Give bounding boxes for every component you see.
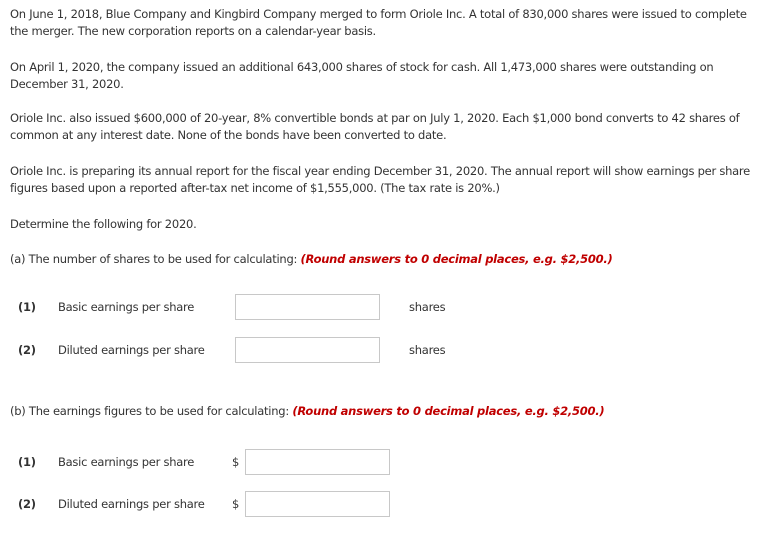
basic-eps-shares-input[interactable] [235, 294, 380, 320]
part-b-heading [10, 403, 752, 420]
row-number: (1) [18, 300, 36, 314]
basic-eps-earnings-input[interactable] [245, 449, 390, 475]
part-b-row-diluted [0, 491, 759, 517]
row-label: Basic earnings per share [58, 455, 195, 469]
part-a-row-diluted [0, 337, 759, 363]
row-number: (1) [18, 455, 36, 469]
row-number: (2) [18, 343, 36, 357]
part-b-row-basic [0, 449, 759, 475]
row-label: Diluted earnings per share [58, 343, 205, 357]
row-number: (2) [18, 497, 36, 511]
row-unit: shares [409, 300, 446, 314]
row-unit: shares [409, 343, 446, 357]
currency-symbol: $ [232, 497, 240, 511]
currency-symbol: $ [232, 455, 240, 469]
part-a-heading [10, 251, 752, 268]
row-label: Diluted earnings per share [58, 497, 205, 511]
paragraph-share-issuance: On April 1, 2020, the company issued an additional 643,000 shares of stock for cash. All 1,473,000 shares were outstanding on December 31, 2020. [10, 60, 714, 91]
part-b-instruction: (Round answers to 0 decimal places, e.g. $2,500.) [292, 404, 605, 418]
row-label: Basic earnings per share [58, 300, 195, 314]
diluted-eps-earnings-input[interactable] [245, 491, 390, 517]
part-a-row-basic [0, 294, 759, 320]
diluted-eps-shares-input[interactable] [235, 337, 380, 363]
paragraph-determine: Determine the following for 2020. [10, 217, 197, 231]
paragraph-merger: On June 1, 2018, Blue Company and Kingbird Company merged to form Oriole Inc. A total of 830,000 shares were issued to complete the merger. The new corporation reports on a calendar-year basis. [10, 7, 747, 38]
paragraph-annual-report: Oriole Inc. is preparing its annual report for the fiscal year ending December 31, 2020. The annual report will show earnings per share figures based upon a reported after-tax net income of $1,555,000. (The tax rate is 20%.) [10, 164, 750, 195]
part-a-prompt: (a) The number of shares to be used for calculating: [10, 252, 301, 266]
paragraph-convertible-bonds: Oriole Inc. also issued $600,000 of 20-year, 8% convertible bonds at par on July 1, 2020. Each $1,000 bond converts to 42 shares of common at any interest date. None of the bonds have been converted to date. [10, 111, 740, 142]
part-b-prompt: (b) The earnings figures to be used for calculating: [10, 404, 293, 418]
part-a-instruction: (Round answers to 0 decimal places, e.g. $2,500.) [300, 252, 613, 266]
